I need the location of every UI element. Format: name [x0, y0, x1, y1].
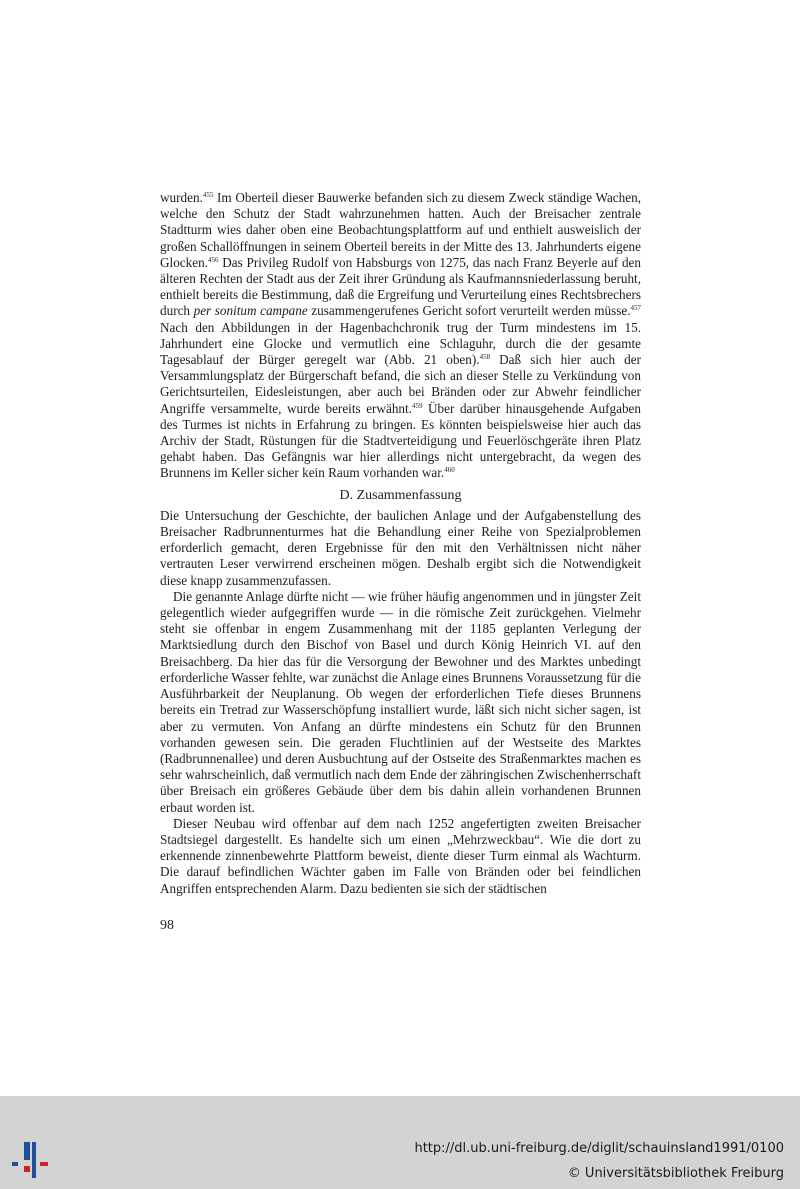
footnote-ref: 456	[207, 255, 219, 264]
footnote-ref: 459	[411, 401, 423, 410]
paragraph-4: Dieser Neubau wird offenbar auf dem nach 1252 angefertigten zweiten Breisacher Stadtsiegel dargestellt. Es handelte sich um einen „Mehrzweckbau“. Wie die dort zu erkennende zinnenbewehrte Plattform beweist, diente dieser Turm einmal als Wachturm. Die darauf befindlichen Wächter gaben im Falle von Bränden oder bei feindlichen Angriffen entsprechenden Alarm. Dazu bedienten sie sich der städtischen	[160, 815, 641, 896]
latin-phrase: per sonitum campane	[193, 303, 308, 319]
footnote-ref: 458	[479, 353, 491, 362]
library-logo-icon	[10, 1140, 50, 1180]
paragraph-2: Die Untersuchung der Geschichte, der baulichen Anlage und der Aufgabenstellung des Breisacher Radbrunnenturmes hat die Behandlung einer Reihe von Spezialproblemen erforderlich gemacht, deren Ergebnisse für den mit den Verhältnissen nicht näher vertrauten Leser verwirrend erscheinen mögen. Deshalb ergibt sich die Notwendigkeit diese knapp zusammenzufassen.	[160, 507, 641, 588]
section-heading: D. Zusammenfassung	[339, 487, 462, 503]
footer-url-link[interactable]: http://dl.ub.uni-freiburg.de/diglit/schauinsland1991/0100	[414, 1141, 784, 1156]
paragraph-1: wurden.$^{455}$ Im Oberteil dieser Bauwerke befanden sich zu diesem Zweck ständige Wachen, welche den Schutz der Stadt wahrzunehmen hatten. Auch der Breisacher zentrale Stadtturm wies daher oben eine Beobachtungsplattform auf und enthielt ausweislich der großen Schallöffnungen in seinem Oberteil bereits in der Mitte des 13. Jahrhunderts eigene Glocken.$^{456}$ Das Privileg Rudolf von Habsburgs von 1275, das nach Franz Beyerle auf den älteren Rechten der Stadt aus der Zeit ihrer Gründung als Kaufmannsniederlassung beruht, enthielt bereits die Bestimmung, daß die Ergreifung und Verurteilung eines Rechtsbrechers durch per sonitum campane zusammengerufenes Gericht sofort verurteilt werden müsse.$^{457}$ Nach den Abbildungen in der Hagenbachchronik trug der Turm mindestens im 15. Jahrhundert eine Glocke und vermutlich eine Schlaguhr, durch die der gesamte Tagesablauf der Bürger geregelt war (Abb. 21 oben).$^{458}$ Daß sich hier auch der Versammlungsplatz der Bürgerschaft befand, die sich an dieser Stelle zu Verkündung von Gerichtsurteilen, Eidesleistungen, aber auch bei Bränden oder zur Abwehr feindlicher Angriffe versammelte, wurde bereits erwähnt.$^{459}$ Über darüber hinausgehende Aufgaben des Turmes ist nichts in Erfahrung zu bringen. Es könnten beispielsweise hier auch das Archiv der Stadt, Rüstungen für die Stadtverteidigung und Feuerlöschgeräte ihren Platz gehabt haben. Das Gefängnis war hier allerdings nicht untergebracht, da wegen des Brunnens im Keller sicher kein Raum vorhanden war.$^{460}$	[160, 190, 641, 481]
footnote-ref: 460	[444, 466, 455, 475]
body-text	[160, 190, 641, 897]
footnote-ref: 457	[630, 304, 641, 313]
page-number: 98	[160, 918, 174, 933]
paragraph-3: Die genannte Anlage dürfte nicht — wie früher häufig angenommen und in jüngster Zeit gelegentlich wieder aufgegriffen wurde — in die römische Zeit zurückgehen. Vielmehr steht sie offenbar in engem Zusammenhang mit der 1185 geplanten Verlegung der Marktsiedlung durch den Bischof von Basel und durch König Heinrich VI. auf den Breisachberg. Da hier das für die Versorgung der Bewohner und des Marktes unbedingt erforderliche Wasser fehlte, war zunächst die Anlage eines Brunnens Voraussetzung für die Ausführbarkeit der Neuplanung. Ob wegen der erforderlichen Tiefe dieses Brunnens bereits ein Tretrad zur Wasserschöpfung installiert wurde, läßt sich nicht sicher sagen, ist aber zu vermuten. Von Anfang an dürfte mindestens ein Schutz für den Brunnen vorhanden gewesen sein. Die geraden Fluchtlinien auf der Westseite des Marktes (Radbrunnenallee) und deren Ausbuchtung auf der Ostseite des Straßenmarktes machen es sehr wahrscheinlich, daß vermutlich nach dem Ende der zähringischen Zwischenherrschaft über Breisach ein größeres Gebäude über dem bis dahin allein vorhandenen Brunnen erbaut worden ist.	[160, 588, 641, 815]
footnote-ref: 455	[202, 191, 214, 199]
footer-copyright: © Universitätsbibliothek Freiburg	[567, 1166, 784, 1181]
